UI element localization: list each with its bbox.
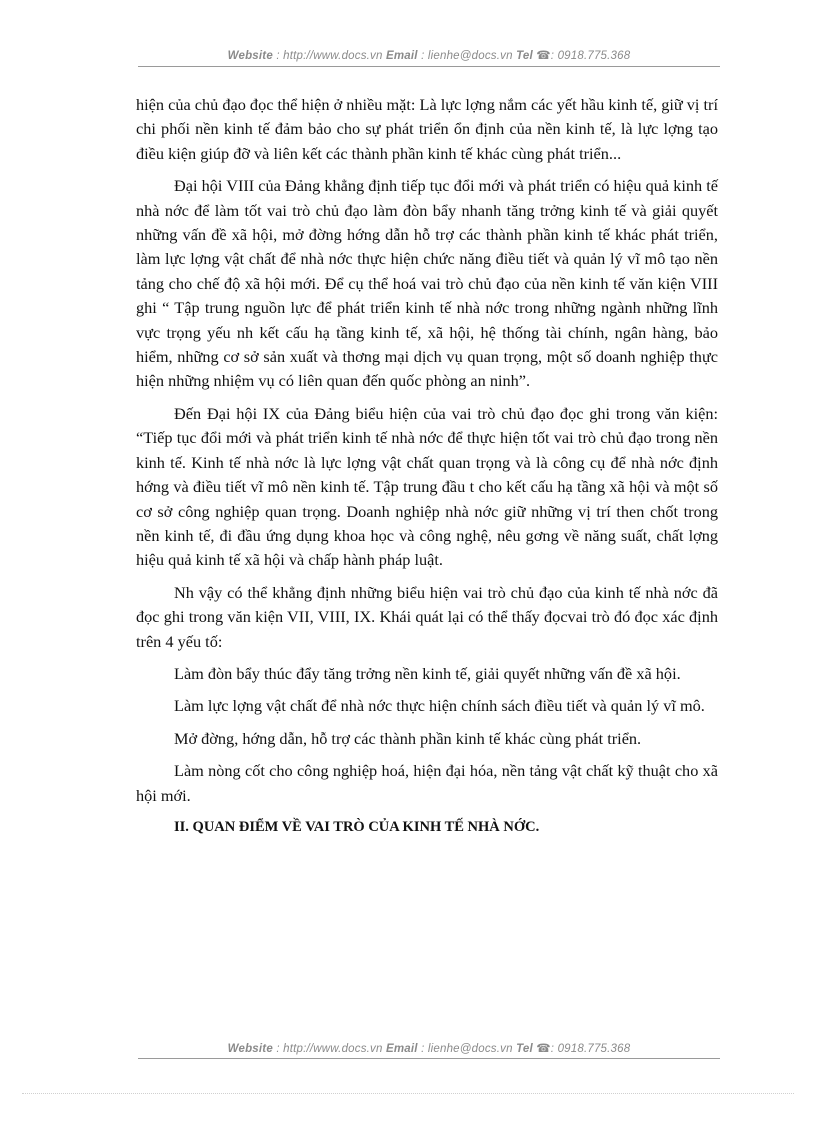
header-email-label: Email [386, 50, 418, 62]
footer-divider [138, 1058, 720, 1059]
footer-website-value: : http://www.docs.vn [272, 1043, 386, 1055]
header-tel-value: ☎: 0918.775.368 [532, 50, 631, 62]
paragraph-5: Làm đòn bẩy thúc đẩy tăng trởng nền kinh tế, giải quyết những vấn đề xã hội. [174, 663, 681, 683]
paragraph-2: Đại hội VIII của Đảng khẳng định tiếp tục đổi mới và phát triển có hiệu quả kinh tế nhà nớc để làm tốt vai trò chủ đạo làm đòn bẩy nhanh tăng trởng kinh tế và giải quyết những vấn đề xã hội, mở đờng hớng dẫn hỗ trợ các thành phần kinh tế khác phát triển, làm lực lợng vật chất để nhà nớc thực hiện chức năng điều tiết và quản lý vĩ mô tạo nền tảng cho chế độ xã hội mới. Để cụ thể hoá vai trò chủ đạo của nền kinh tế văn kiện VIII ghi “ Tập trung nguồn lực để phát triển kinh tế nhà nớc trong những ngành những lĩnh vực trọng yếu nh kết cấu hạ tầng kinh tế, xã hội, hệ thống tài chính, ngân hàng, bảo hiểm, những cơ sở sản xuất và thơng mại dịch vụ quan trọng, một số doanh nghiệp thực hiện những nhiệm vụ có liên quan đến quốc phòng an ninh”. [136, 176, 718, 391]
footer-website-label: Website [227, 1043, 273, 1055]
paragraph-8: Làm nòng cốt cho công nghiệp hoá, hiện đại hóa, nền tảng vật chất kỹ thuật cho xã hội mới. [136, 761, 718, 805]
page-header [138, 48, 720, 62]
header-tel-label: Tel [516, 50, 533, 62]
page-bottom-dotted-line [22, 1093, 794, 1094]
section-heading: II. QUAN ĐIỂM VỀ VAI TRÒ CỦA KINH TẾ NHÀ NỚC. [174, 818, 540, 835]
header-website-value: : http://www.docs.vn [272, 50, 386, 62]
page-footer [138, 1041, 720, 1055]
paragraph-3: Đến Đại hội IX của Đảng biểu hiện của vai trò chủ đạo đọc ghi trong văn kiện: “Tiếp tục đổi mới và phát triển kinh tế nhà nớc để thực hiện tốt vai trò chủ đạo trong nền kinh tế. Kinh tế nhà nớc là lực lợng vật chất quan trọng và là công cụ để nhà nớc định hớng và điều tiết vĩ mô nền kinh tế. Tập trung đầu t cho kết cấu hạ tầng xã hội và một số cơ sở công nghiệp quan trọng. Doanh nghiệp nhà nớc giữ những vị trí then chốt trong nền kinh tế, đi đầu ứng dụng khoa học và công nghệ, nêu gơng về năng suất, chất lợng hiệu quả kinh tế xã hội và chấp hành pháp luật. [136, 403, 718, 570]
header-divider [138, 66, 720, 67]
paragraph-4: Nh vậy có thể khẳng định những biểu hiện vai trò chủ đạo của kinh tế nhà nớc đã đọc ghi trong văn kiện VII, VIII, IX. Khái quát lại có thể thấy đọcvai trò đó đọc xác định trên 4 yếu tố: [136, 582, 718, 651]
paragraph-1: hiện của chủ đạo đọc thể hiện ở nhiều mặt: Là lực lợng nắm các yết hầu kinh tế, giữ vị trí chi phối nền kinh tế đảm bảo cho sự phát triển ổn định của nền kinh tế, là lực lợng tạo điều kiện giúp đỡ và liên kết các thành phần kinh tế khác cùng phát triển... [136, 95, 718, 163]
header-website-label: Website [227, 50, 273, 62]
header-email-value: : lienhe@docs.vn [417, 50, 517, 62]
paragraph-7: Mở đờng, hớng dẫn, hỗ trợ các thành phần kinh tế khác cùng phát triển. [174, 728, 642, 748]
footer-email-label: Email [386, 1043, 418, 1055]
footer-tel-label: Tel [516, 1043, 533, 1055]
footer-tel-value: ☎: 0918.775.368 [532, 1043, 631, 1055]
paragraph-6: Làm lực lợng vật chất để nhà nớc thực hiện chính sách điều tiết và quản lý vĩ mô. [174, 696, 705, 716]
footer-email-value: : lienhe@docs.vn [417, 1043, 517, 1055]
document-body [136, 93, 718, 838]
